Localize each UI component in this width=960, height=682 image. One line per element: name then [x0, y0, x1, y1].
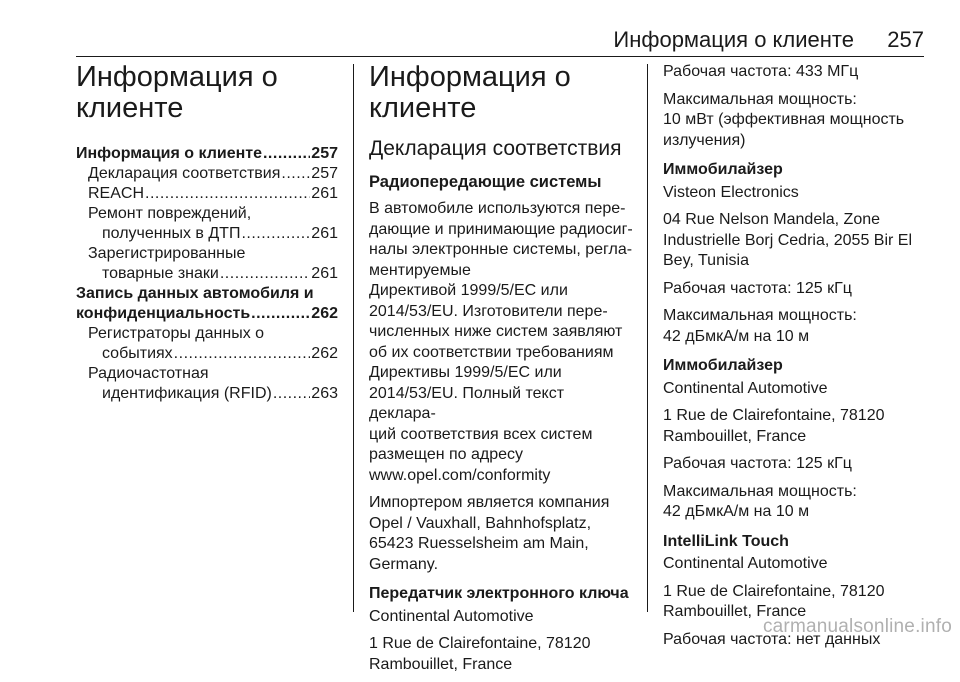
key-transmitter-maker: Continental Automotive	[369, 607, 534, 625]
subsection-title: Радиопередающие системы	[369, 173, 602, 191]
paragraph-intro: В автомобиле используются пере‐ дающие и принимающие радиосиг‐ налы электронные системы, регла‐ ментируемые Директивой 1999/5/EC или 2014/53/EU. Изготовители пере‐ численных ниже систем заявляют об их соответствии требованиям Директивы 1999/5/EC или 2014/53/EU. Полный текст деклара‐ ций соответствия всех систем размещен по адресу www.opel.com/conformity	[369, 200, 633, 484]
freq-2: Рабочая частота: 125 кГц	[663, 279, 852, 297]
intellilink-maker: Continental Automotive	[663, 555, 828, 572]
intellilink-address: 1 Rue de Clairefontaine, 78120 Rambouillet, France	[663, 582, 885, 620]
toc-entry-repair-line1: Ремонт повреждений,	[88, 205, 252, 222]
freq-1: Рабочая частота: 433 МГц	[663, 63, 859, 80]
toc-title-line1: Информация о	[76, 61, 278, 93]
toc-entry-recorders[interactable]: событиях ..... 262	[76, 344, 338, 364]
conformity-url: www.opel.com/conformity	[369, 466, 551, 484]
page-header	[76, 24, 924, 57]
section-title: Декларация соответствия	[369, 137, 622, 160]
toc-title	[76, 62, 338, 124]
toc-entry-trademarks-line1: Зарегистрированные	[88, 245, 246, 262]
power-3: Максимальная мощность: 42 дБмкА/м на 10 м	[663, 482, 857, 520]
toc-entry-customer-info[interactable]: Информация о клиенте ..... 257	[76, 144, 338, 164]
toc-entry-rfid[interactable]: идентификация (RFID) ..... 263	[76, 384, 338, 404]
header-title: Информация о клиенте	[613, 27, 854, 52]
toc-entry-reach[interactable]: REACH ..... 261	[76, 184, 338, 204]
watermark: carmanualsonline.info	[762, 616, 952, 637]
toc-entry-trademarks[interactable]: товарные знаки ..... 261	[76, 264, 338, 284]
immobilizer-2-maker: Continental Automotive	[663, 379, 828, 397]
toc-entry-data-privacy[interactable]: конфиденциальность ..... 262	[76, 304, 338, 324]
content-column-2	[369, 62, 633, 682]
toc-entry-rfid-line1: Радиочастотная	[88, 365, 209, 382]
toc-entry-data-line1: Запись данных автомобиля и	[76, 285, 314, 302]
toc-title-line2: клиенте	[76, 92, 184, 124]
freq-4: Рабочая частота: нет данных	[663, 630, 881, 648]
toc-column	[76, 62, 338, 404]
key-transmitter-label: Передатчик электронного ключа	[369, 585, 629, 602]
column-divider-left	[353, 64, 354, 612]
intellilink-label: IntelliLink Touch	[663, 532, 789, 550]
toc-entry-recorders-line1: Регистраторы данных о	[88, 325, 265, 342]
paragraph-importer: Импортером является компания Opel / Vauxhall, Bahnhofsplatz, 65423 Ruesselsheim am Main, Germany.	[369, 494, 610, 573]
power-1: Максимальная мощность: 10 мВт (эффективная мощность излучения)	[663, 90, 905, 149]
toc-entry-repair[interactable]: полученных в ДТП ..... 261	[76, 224, 338, 244]
key-transmitter-address: 1 Rue de Clairefontaine, 78120 Rambouillet, France	[369, 635, 591, 673]
immobilizer-1-label: Иммобилайзер	[663, 161, 783, 178]
freq-3: Рабочая частота: 125 кГц	[663, 455, 852, 472]
toc-entry-declaration[interactable]: Декларация соответствия ..... 257	[76, 164, 338, 184]
table-of-contents	[76, 144, 338, 404]
immobilizer-2-address: 1 Rue de Clairefontaine, 78120 Rambouillet, France	[663, 407, 885, 445]
content-column-3	[663, 62, 929, 657]
immobilizer-2-label: Иммобилайзер	[663, 357, 783, 374]
immobilizer-1-address: 04 Rue Nelson Mandela, Zone Industrielle Borj Cedria, 2055 Bir El Bey, Tunisia	[663, 211, 913, 269]
column-divider-right	[647, 64, 648, 612]
power-2: Максимальная мощность: 42 дБмкА/м на 10 м	[663, 307, 857, 345]
chapter-title: Информация о клиенте	[369, 61, 571, 124]
immobilizer-1-maker: Visteon Electronics	[663, 183, 799, 201]
page-number: 257	[887, 27, 924, 52]
